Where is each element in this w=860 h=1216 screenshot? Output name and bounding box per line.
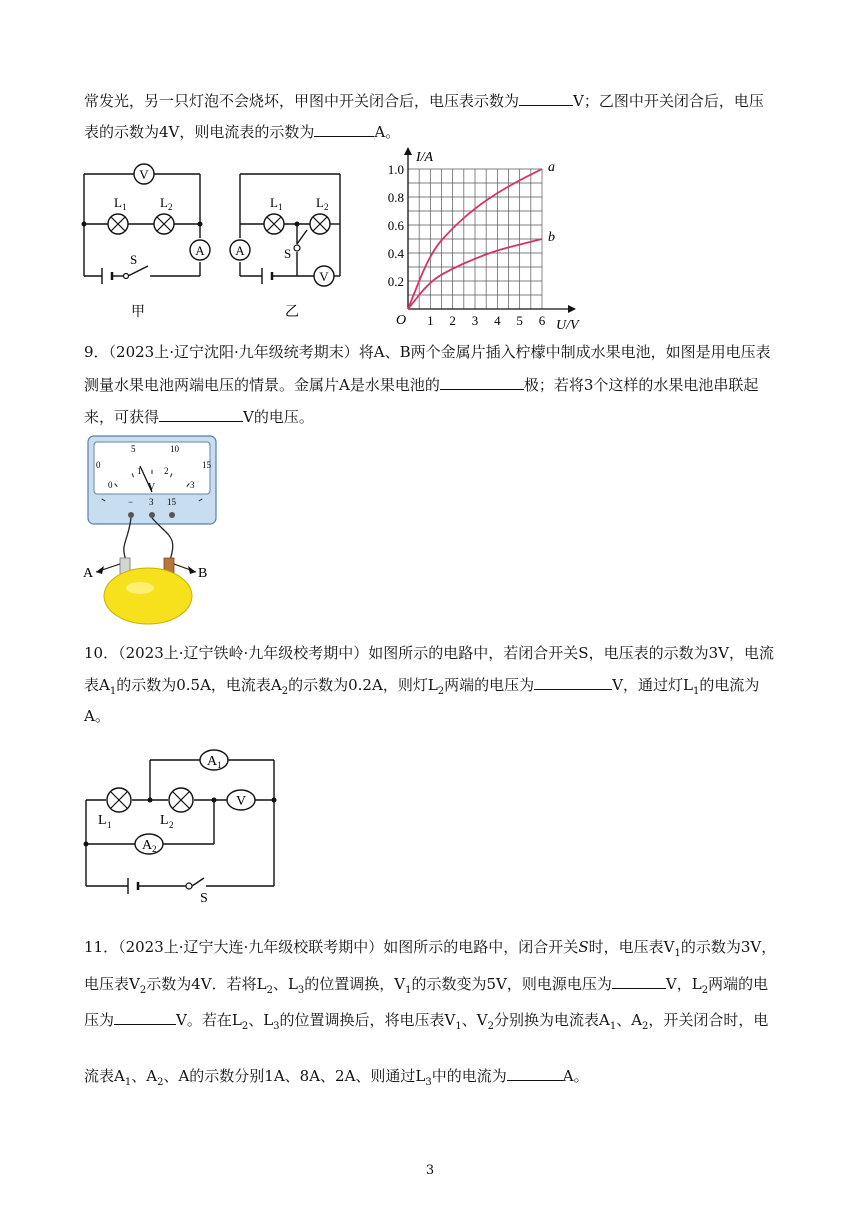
q9-text: 来，可获得: [84, 408, 160, 426]
y-tick-label: 0.8: [387, 190, 404, 205]
lamp-l1: [98, 788, 131, 830]
subscript: 3: [273, 1021, 280, 1032]
svg-text:1: 1: [107, 820, 112, 830]
q11-line-2: [84, 973, 768, 1001]
q11-text: 的示数为3V，: [680, 938, 777, 956]
svg-text:A: A: [142, 838, 153, 853]
y-tick-label: 0.6: [387, 218, 404, 233]
q11-line-3: [84, 1009, 768, 1037]
q11-text: 时，电压表V: [588, 938, 675, 956]
terminal: [149, 512, 155, 518]
subscript: 2: [701, 985, 709, 996]
subscript: 3: [425, 1077, 432, 1088]
subscript: 1: [455, 1021, 462, 1032]
q11-text: 、L: [272, 975, 298, 993]
ammeter-a2: [135, 834, 163, 854]
svg-text:L: L: [270, 195, 278, 210]
q11-text: 的示数变为5V，则电源电压为: [411, 975, 612, 993]
q10-text: V，通过灯L: [612, 676, 693, 694]
q11-text: 两端的电: [708, 975, 769, 993]
svg-text:1: 1: [217, 760, 222, 770]
subscript: 2: [157, 1077, 164, 1088]
y-tick-label: 0.2: [387, 274, 404, 289]
q10-text: 10．（2023上·辽宁铁岭·九年级校考期中）如图所示的电路中，若闭合开关S，电压表的示数为3V，电流: [84, 644, 774, 662]
switch-label: S: [284, 246, 292, 261]
subscript: 2: [487, 1021, 494, 1032]
svg-text:2: 2: [164, 466, 169, 476]
x-tick-label: 6: [538, 313, 546, 328]
subscript: 1: [124, 1077, 132, 1088]
svg-text:−: −: [128, 497, 134, 507]
q8-text: A。: [374, 123, 401, 141]
q9-line-2: [84, 374, 758, 395]
curve-b-label: b: [548, 230, 555, 245]
subscript: 1: [674, 948, 681, 959]
q11-text: 电压表V: [84, 975, 140, 993]
origin-label: O: [396, 313, 407, 328]
svg-text:0: 0: [96, 460, 101, 470]
subscript: 2: [139, 985, 147, 996]
q10-text: 的电流为: [699, 676, 760, 694]
svg-text:3: 3: [149, 497, 154, 507]
iu-graph: [387, 145, 582, 335]
lamp-l2: [160, 788, 193, 830]
q11-text: 的位置调换后，将电压表V: [279, 1011, 456, 1029]
svg-text:1: 1: [137, 466, 142, 476]
svg-text:1: 1: [122, 202, 127, 212]
q11-text: 中的电流为: [431, 1067, 507, 1085]
x-tick-label: 4: [494, 313, 501, 328]
label-b: B: [198, 566, 208, 581]
ammeter-a1: [200, 750, 228, 770]
q8-text: V；乙图中开关闭合后，电压: [573, 92, 764, 110]
q10-circuit-figure: [76, 740, 286, 910]
x-tick-label: 2: [449, 313, 456, 328]
lamp-l2: [310, 195, 330, 234]
q10-text: 表A: [84, 676, 110, 694]
q8-line-2: [84, 121, 400, 142]
y-axis-label: I/A: [416, 150, 434, 165]
svg-text:5: 5: [131, 444, 136, 454]
y-tick-label: 1.0: [387, 162, 404, 177]
answer-blank[interactable]: [534, 674, 612, 690]
subscript: 3: [297, 985, 305, 996]
svg-text:A: A: [195, 243, 205, 258]
q11-text: 的位置调换，V: [304, 975, 406, 993]
svg-text:1: 1: [278, 202, 283, 212]
q11-line-4: [84, 1065, 589, 1093]
svg-text:2: 2: [152, 844, 157, 854]
q11-text: A。: [562, 1067, 589, 1085]
q9-line-1: [84, 342, 771, 362]
q11-text: 、A: [131, 1067, 158, 1085]
q11-text: ，开关闭合时，电: [648, 1011, 769, 1029]
answer-blank[interactable]: [507, 1065, 563, 1081]
q11-text: 示数为4V．若将L: [146, 975, 267, 993]
terminal: [128, 512, 134, 518]
subscript: 2: [642, 1021, 649, 1032]
q9-text: 9．（2023上·辽宁沈阳·九年级统考期末）将A、B两个金属片插入柠檬中制成水果电池，如图是用电压表: [84, 343, 771, 361]
svg-text:V: V: [235, 794, 247, 809]
label-a: A: [83, 566, 94, 581]
svg-text:A: A: [235, 243, 245, 258]
figure-caption: 甲: [131, 305, 145, 320]
answer-blank[interactable]: [159, 406, 243, 422]
x-tick-label: 1: [427, 313, 434, 328]
q8-text: 常发光，另一只灯泡不会烧坏，甲图中开关闭合后，电压表示数为: [84, 92, 520, 110]
svg-text:V: V: [139, 167, 149, 182]
q11-text: 、L: [248, 1011, 274, 1029]
subscript: 2: [281, 686, 289, 697]
q10-text: 的示数为0.5A，电流表A: [116, 676, 282, 694]
answer-blank[interactable]: [519, 90, 573, 106]
svg-text:L: L: [98, 813, 107, 828]
graph-grid: [408, 169, 542, 309]
circuit-figure-yi: [228, 152, 368, 322]
q9-line-3: [84, 406, 314, 427]
q11-text: 压为: [84, 1011, 115, 1029]
voltmeter: [314, 266, 334, 286]
ammeter: [230, 240, 250, 260]
ammeter: [190, 240, 210, 260]
svg-text:0: 0: [108, 480, 113, 490]
switch-label: S: [200, 891, 208, 906]
circuit-figure-jia: [78, 152, 218, 322]
terminal: [169, 512, 175, 518]
svg-text:3: 3: [190, 480, 195, 490]
svg-text:15: 15: [202, 460, 211, 470]
figure-caption: 乙: [285, 305, 299, 320]
subscript: 1: [692, 686, 700, 697]
lemon: [104, 568, 192, 624]
answer-blank[interactable]: [114, 1009, 176, 1025]
voltmeter: [134, 164, 154, 184]
q10-line-1: [84, 643, 774, 663]
y-tick-label: 0.4: [387, 246, 404, 261]
q11-text: 、V: [461, 1011, 488, 1029]
svg-text:A: A: [207, 754, 218, 769]
x-tick-label: 5: [516, 313, 523, 328]
subscript: 2: [437, 686, 445, 697]
q9-text: V的电压。: [243, 408, 314, 426]
subscript: 1: [109, 686, 117, 697]
q11-text: S: [578, 938, 589, 956]
meter-unit: V: [148, 482, 156, 493]
svg-text:2: 2: [168, 202, 173, 212]
lemon-battery-figure: [80, 432, 240, 628]
q8-line-1: [84, 90, 764, 111]
svg-text:2: 2: [169, 820, 174, 830]
x-tick-label: 3: [471, 313, 479, 328]
q11-text: 分别换为电流表A: [493, 1011, 610, 1029]
q9-text: 测量水果电池两端电压的情景。金属片A是水果电池的: [84, 376, 440, 394]
svg-text:L: L: [316, 195, 324, 210]
q10-text: 的示数为0.2A，则灯L: [288, 676, 438, 694]
q11-text: 、A的示数分别1A、8A、2A、则通过L: [163, 1067, 426, 1085]
svg-text:L: L: [160, 813, 169, 828]
x-axis-label: U/V: [556, 318, 579, 333]
q10-text: 两端的电压为: [444, 676, 535, 694]
q11-text: V，L: [665, 975, 702, 993]
lamp-l1: [264, 195, 284, 234]
answer-blank[interactable]: [612, 973, 666, 989]
q8-text: 表的示数为4V，则电流表的示数为: [84, 123, 315, 141]
subscript: 1: [609, 1021, 617, 1032]
page-number: 3: [425, 1163, 435, 1178]
q9-text: 极；若将3个这样的水果电池串联起: [523, 376, 759, 394]
lamp-l2: [154, 195, 174, 234]
switch-label: S: [130, 252, 138, 267]
voltmeter: [227, 790, 255, 810]
q11-line-1: [84, 937, 776, 964]
answer-blank[interactable]: [440, 374, 524, 390]
svg-text:V: V: [319, 269, 329, 284]
subscript: 2: [241, 1021, 249, 1032]
subscript: 2: [266, 985, 273, 996]
q11-text: V。若在L: [176, 1011, 242, 1029]
svg-text:10: 10: [170, 444, 179, 454]
q11-text: 流表A: [84, 1067, 125, 1085]
svg-text:15: 15: [167, 497, 176, 507]
q11-text: 、A: [616, 1011, 643, 1029]
q10-line-2: [84, 674, 759, 702]
q11-text: 11．（2023上·辽宁大连·九年级校联考期中）如图所示的电路中，闭合开关: [84, 938, 579, 956]
svg-text:L: L: [114, 195, 122, 210]
curve-a-label: a: [548, 160, 555, 175]
q10-text: A。: [84, 707, 110, 725]
lamp-l1: [108, 195, 128, 234]
q10-line-3: [84, 706, 110, 726]
svg-text:L: L: [160, 195, 168, 210]
answer-blank[interactable]: [314, 121, 374, 137]
svg-text:2: 2: [324, 202, 329, 212]
subscript: 1: [405, 985, 412, 996]
